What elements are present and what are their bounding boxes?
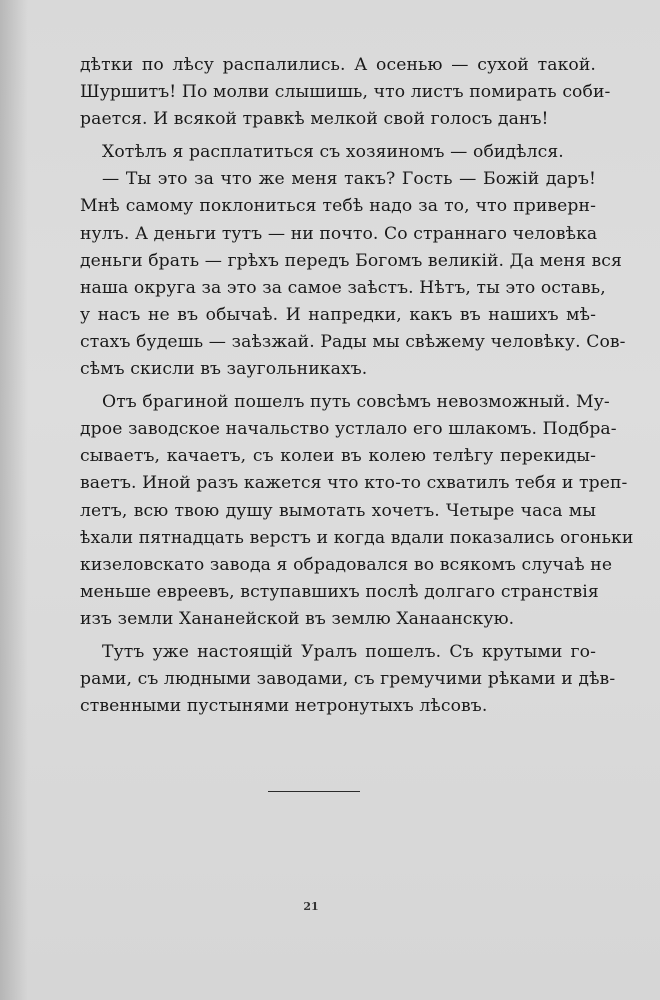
text-line: летъ, всю твою душу вымотать хочетъ. Четыре часа мы — [80, 500, 596, 521]
text-line: сываетъ, качаетъ, съ колеи въ колею телѣгу перекиды- — [80, 446, 596, 467]
text-line: дѣтки по лѣсу распалились. А осенью — сухой такой. — [80, 55, 596, 75]
text-line: у насъ не въ обычаѣ. И напредки, какъ въ нашихъ мѣ- — [80, 304, 596, 325]
text-line: рается. И всякой травкѣ мелкой свой голосъ данъ! — [80, 109, 549, 130]
text-line: ѣхали пятнадцать верстъ и когда вдали показались огоньки — [80, 527, 634, 548]
text-line: Хотѣлъ я расплатиться съ хозяиномъ — обидѣлся. — [102, 142, 564, 163]
text-line: изъ земли Хананейской въ землю Ханаанскую. — [80, 608, 515, 629]
text-line: сѣмъ скисли въ заугольникахъ. — [80, 359, 368, 380]
section-divider — [268, 791, 360, 792]
text-line: — Ты это за что же меня такъ? Гость — Божій даръ! — [102, 169, 596, 190]
text-line: дрое заводское начальство устлало его шлакомъ. Подбра- — [80, 419, 617, 440]
text-line: Отъ брагиной пошелъ путь совсѣмъ невозможный. Му- — [102, 392, 610, 413]
text-line: Мнѣ самому поклониться тебѣ надо за то, что приверн- — [80, 196, 596, 217]
text-line: стахъ будешь — заѣзжай. Рады мы свѣжему человѣку. Сов- — [80, 331, 626, 352]
text-line: рами, съ людными заводами, съ гремучими рѣками и дѣв- — [80, 669, 616, 690]
body-text — [80, 52, 634, 720]
text-line: Шуршитъ! По молви слышишь, что листъ помирать соби- — [80, 82, 611, 103]
text-line: кизеловскато завода я обрадовался во всякомъ случаѣ не — [80, 554, 613, 575]
text-line: Тутъ уже настоящій Уралъ пошелъ. Съ крутыми го- — [102, 641, 596, 662]
text-line: наша округа за это за самое заѣстъ. Нѣтъ, ты это оставь, — [80, 277, 606, 298]
text-line: меньше евреевъ, вступавшихъ послѣ долгаго странствія — [80, 581, 599, 602]
text-line: деньги брать — грѣхъ передъ Богомъ великій. Да меня вся — [80, 250, 622, 271]
text-line: нулъ. А деньги тутъ — ни почто. Со страннаго человѣка — [80, 223, 598, 244]
text-line: ственными пустынями нетронутыхъ лѣсовъ. — [80, 696, 488, 717]
page-number: 21 — [303, 900, 319, 913]
page-edge-shadow — [0, 0, 28, 1000]
text-line: ваетъ. Иной разъ кажется что кто-то схватилъ тебя и треп- — [80, 473, 628, 494]
